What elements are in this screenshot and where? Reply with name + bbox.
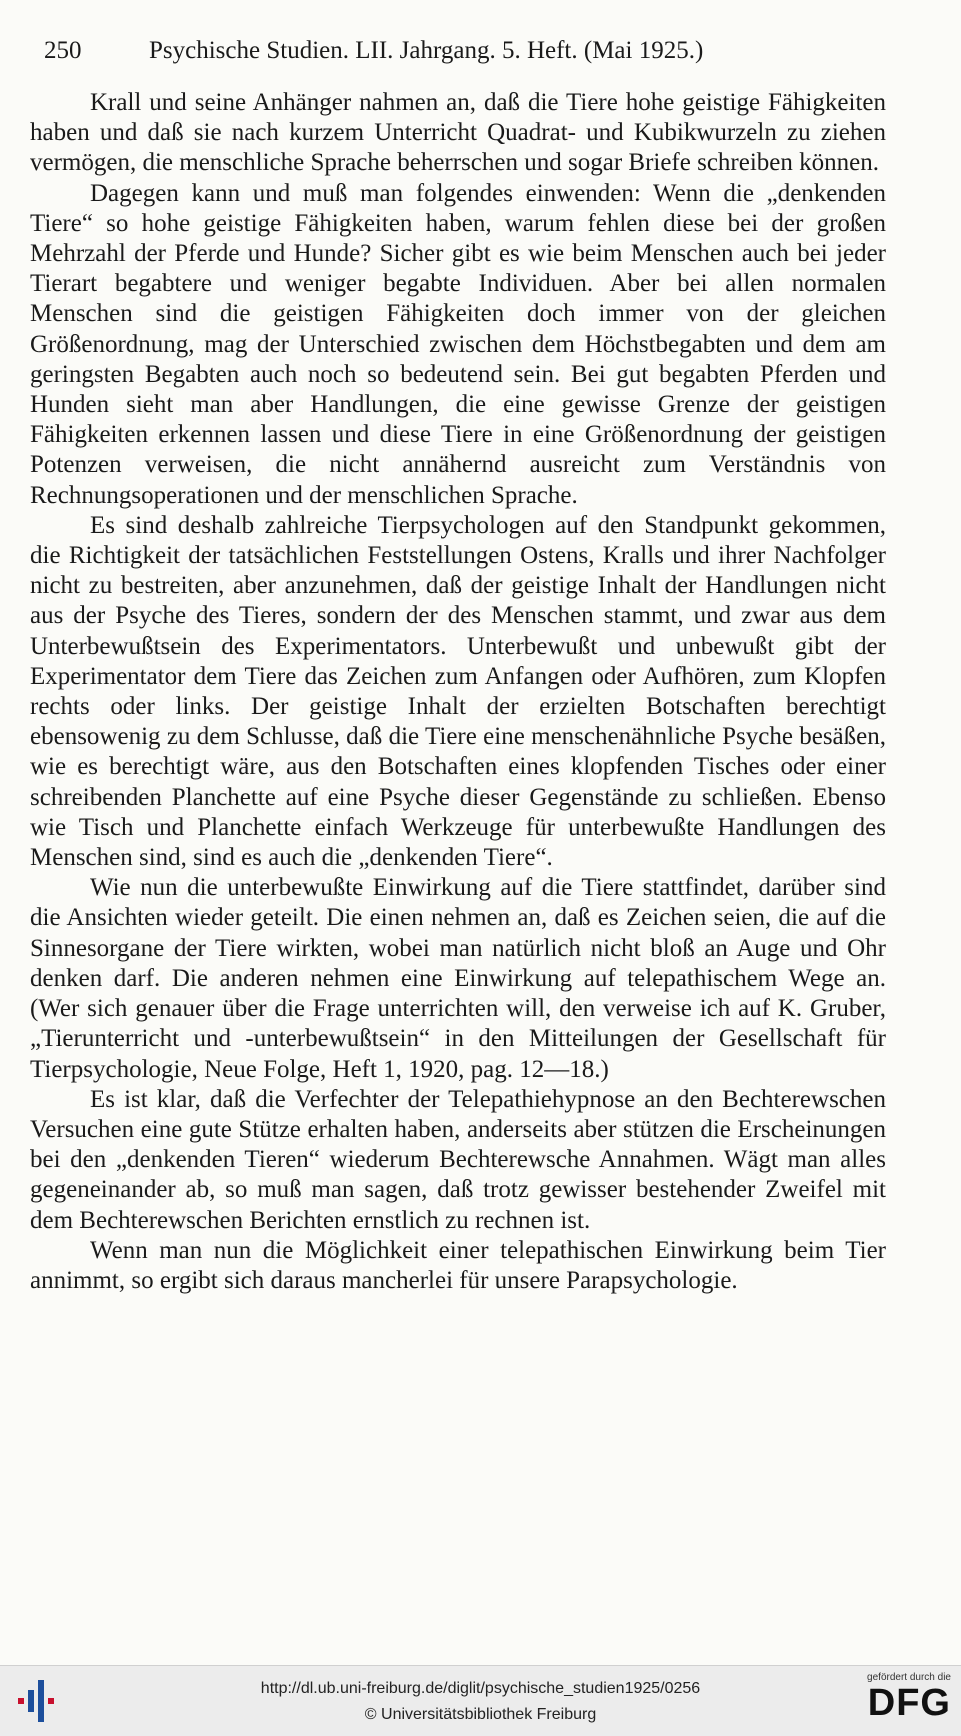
dfg-logo-icon: DFG [867, 1682, 951, 1724]
paragraph: Wie nun die unterbewußte Einwirkung auf die Tiere stattfindet, darüber sind die Ansichten wieder geteilt. Die einen nehmen an, daß es Zeichen seien, die auf die Sinnesorgane der Tiere wirkten, wobei man natürlich nicht bloß an Auge und Ohr denken darf. Die anderen nehmen eine Einwirkung auf telepathischem Wege an. (Wer sich genauer über die Frage unterrichten will, den verweise ich auf K. Gruber, „Tierunterricht und -unterbewußtsein“ in den Mitteilungen der Gesellschaft für Tierpsychologie, Neue Folge, Heft 1, 1920, pag. 12—18.) [30, 874, 886, 1083]
paragraph: Krall und seine Anhänger nahmen an, daß die Tiere hohe geistige Fähigkeiten haben und daß sie nach kurzem Unterricht Quadrat- und Kubikwurzeln zu ziehen vermögen, die menschliche Sprache beherrschen und sogar Briefe schreiben können. [30, 89, 886, 177]
paragraph: Wenn man nun die Möglichkeit einer telepathischen Einwirkung beim Tier annimmt, so ergibt sich daraus mancherlei für unsere Parapsychologie. [30, 1236, 886, 1294]
viewer-footer [0, 1665, 961, 1736]
paragraph: Es ist klar, daß die Verfechter der Telepathiehypnose an den Bechterewschen Versuchen eine gute Stütze erhalten haben, anderseits aber stützen die Erscheinungen bei den „denkenden Tieren“ wiederum Bechterewsche Annahmen. Wägt man alles gegeneinander ab, so muß man sagen, daß trotz gewisser bestehender Zweifel mit dem Bechterewschen Berichten ernstlich zu rechnen ist. [30, 1085, 886, 1234]
funder-caption: gefördert durch die [867, 1672, 951, 1683]
body-text [30, 88, 886, 1296]
running-title: Psychische Studien. LII. Jahrgang. 5. Heft. (Mai 1925.) [149, 37, 704, 64]
paragraph: Es sind deshalb zahlreiche Tierpsychologen auf den Standpunkt gekommen, die Richtigkeit der tatsächlichen Feststellungen Ostens, Kralls und ihrer Nachfolger nicht zu bestreiten, aber anzunehmen, daß der geistige Inhalt der Handlungen nicht aus der Psyche des Tieres, sondern der des Menschen stammt, und zwar aus dem Unterbewußtsein des Experimentators. Unterbewußt und unbewußt gibt der Experimentator dem Tiere das Zeichen zum Anfangen oder Aufhören, zum Klopfen rechts oder links. Der geistige Inhalt der erzielten Botschaften berechtigt ebensowenig zu dem Schlusse, daß die Tiere eine menschenähnliche Psyche besäßen, wie es berechtigt wäre, aus den Botschaften eines klopfenden Tisches oder einer schreibenden Planchette auf eine Psyche dieser Gegenstände zu schließen. Ebenso wie Tisch und Planchette einfach Werkzeuge für unterbewußte Handlungen des Menschen sind, sind es auch die „denkenden Tiere“. [30, 511, 886, 872]
copyright-notice: © Universitätsbibliothek Freiburg [364, 1706, 597, 1723]
page-number: 250 [44, 37, 82, 64]
paragraph: Dagegen kann und muß man folgendes einwenden: Wenn die „denkenden Tiere“ so hohe geistige Fähigkeiten haben, warum fehlen diese bei der großen Mehrzahl der Pferde und Hunde? Sicher gibt es wie beim Menschen auch bei jeder Tierart begabtere und weniger begabte Individuen. Aber bei allen normalen Menschen sind die geistigen Fähigkeiten doch immer von der gleichen Größenordnung, mag der Unterschied zwischen dem Höchstbegabten und dem am geringsten Begabten auch noch so bedeutend sein. Bei gut begabten Pferden und Hunden sieht man aber Handlungen, die eine gewisse Grenze der geistigen Fähigkeiten erkennen lassen und diese Tiere in eine Größenordnung der geistigen Potenzen verweisen, die nicht annähernd ausreicht zum Verständnis von Rechnungsoperationen und der menschlichen Sprache. [30, 179, 886, 509]
permalink-url[interactable]: http://dl.ub.uni-freiburg.de/diglit/psychische_studien1925/0256 [260, 1680, 701, 1697]
page-header [44, 34, 904, 68]
dfg-funder-logo [845, 1672, 951, 1730]
